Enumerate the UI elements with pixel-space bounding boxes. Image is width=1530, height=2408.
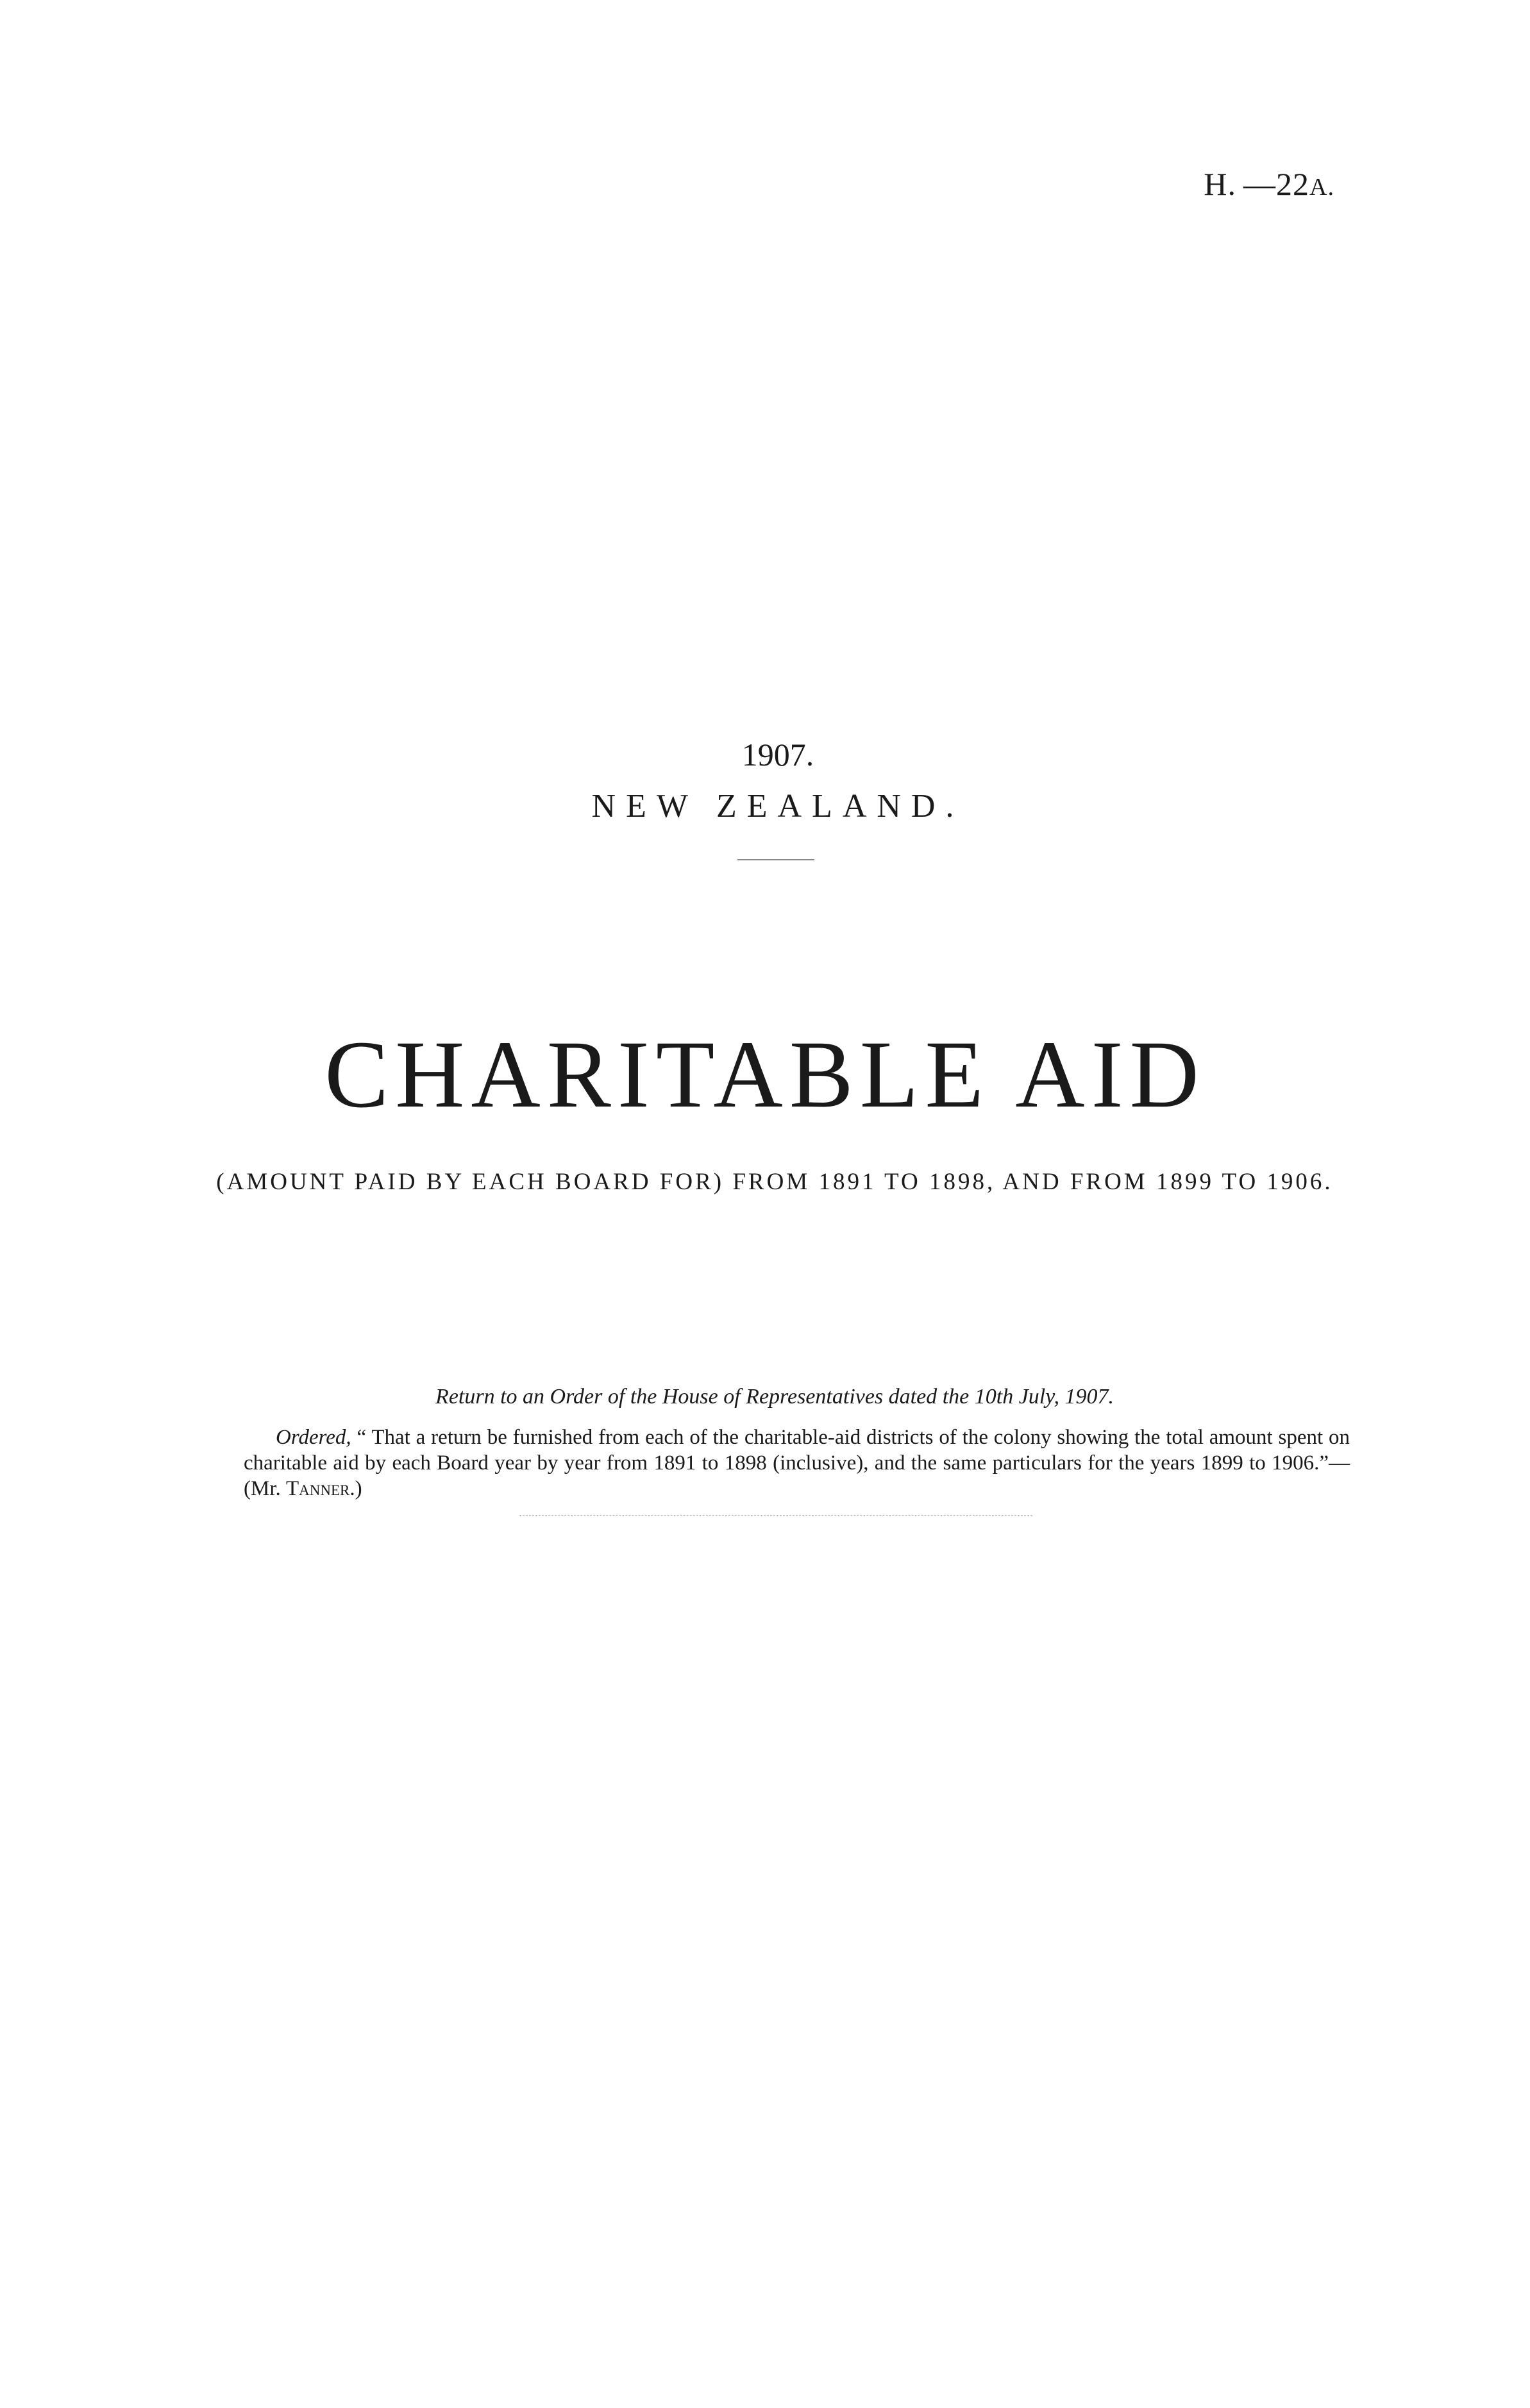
- paper-reference-prefix: H. —22: [1204, 166, 1310, 202]
- document-title: CHARITABLE AID: [324, 1021, 1206, 1128]
- paper-reference-suffix: A.: [1309, 174, 1334, 201]
- document-year: 1907.: [741, 737, 814, 773]
- return-statement: Return to an Order of the House of Representatives dated the 10th July, 1907.: [435, 1385, 1114, 1409]
- country-heading: NEW ZEALAND.: [591, 788, 964, 824]
- closing-divider: [519, 1515, 1032, 1516]
- order-closing: .): [349, 1477, 362, 1500]
- mover-name: Tanner: [286, 1477, 350, 1500]
- order-paragraph: [244, 1425, 1350, 1501]
- document-subtitle: (AMOUNT PAID BY EACH BOARD FOR) FROM 1891 TO 1898, AND FROM 1899 TO 1906.: [216, 1169, 1333, 1195]
- order-body-text: “ That a return be furnished from each of the charitable-aid districts of the colony showing the total amount spent on charitable aid by each Board year by year from 1891 to 1898 (inclusive), and the same particulars for the years 1899 to 1906.”—(Mr.: [244, 1426, 1350, 1500]
- section-divider: [737, 859, 814, 860]
- paper-reference-number: [1204, 165, 1334, 203]
- ordered-word: Ordered,: [276, 1426, 351, 1449]
